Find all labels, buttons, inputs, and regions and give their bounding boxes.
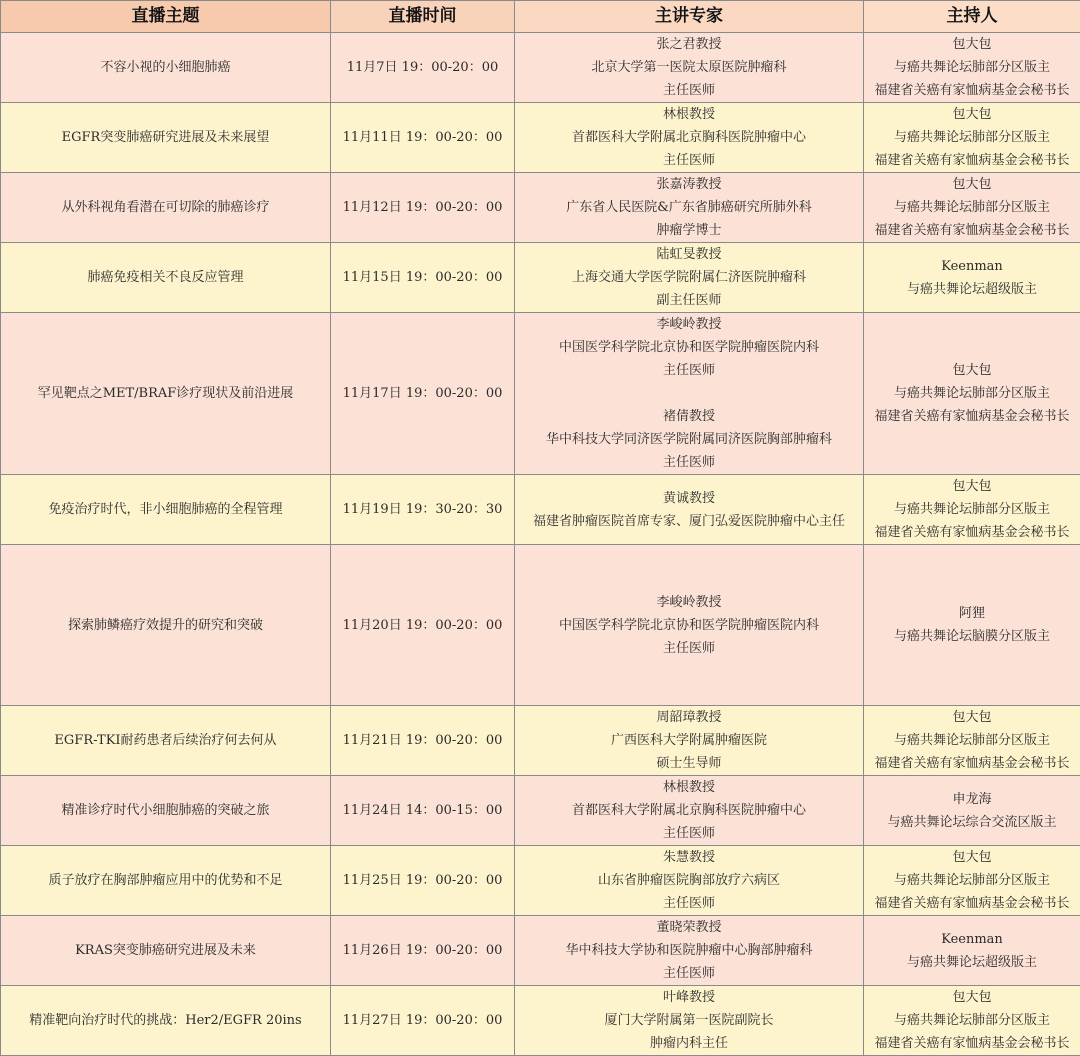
experts-cell: [515, 103, 864, 173]
expert-affiliation: 副主任医师: [517, 289, 861, 312]
expert-affiliation: 主任医师: [517, 359, 861, 382]
table-row: [1, 916, 1080, 986]
time-cell: 11月27日 19：00-20：00: [331, 986, 515, 1056]
host-cell: [864, 313, 1080, 475]
expert-affiliation: 广东省人民医院&广东省肺癌研究所肺外科: [517, 196, 861, 219]
host-cell: [864, 243, 1080, 313]
topic-cell: 罕见靶点之MET/BRAF诊疗现状及前沿进展: [1, 313, 331, 475]
expert-affiliation: 上海交通大学医学院附属仁济医院肿瘤科: [517, 266, 861, 289]
host-title: 与癌共舞论坛肺部分区版主: [866, 729, 1078, 752]
expert-name: 董晓荣教授: [517, 916, 861, 939]
time-cell: 11月15日 19：00-20：00: [331, 243, 515, 313]
time-cell: 11月21日 19：00-20：00: [331, 706, 515, 776]
expert-affiliation: 首都医科大学附属北京胸科医院肿瘤中心: [517, 126, 861, 149]
time-cell: 11月12日 19：00-20：00: [331, 173, 515, 243]
host-title: 与癌共舞论坛肺部分区版主: [866, 56, 1078, 79]
host-cell: [864, 846, 1080, 916]
time-cell: 11月24日 14：00-15：00: [331, 776, 515, 846]
topic-cell: 精准诊疗时代小细胞肺癌的突破之旅: [1, 776, 331, 846]
expert-name: 陆虹旻教授: [517, 243, 861, 266]
host-name: 包大包: [866, 359, 1078, 382]
header-experts: 主讲专家: [515, 1, 864, 33]
experts-cell: [515, 916, 864, 986]
expert-affiliation: 华中科技大学协和医院肿瘤中心胸部肿瘤科: [517, 939, 861, 962]
host-title: 与癌共舞论坛肺部分区版主: [866, 196, 1078, 219]
table-row: [1, 846, 1080, 916]
expert-divider: [517, 382, 861, 405]
host-title: 与癌共舞论坛肺部分区版主: [866, 869, 1078, 892]
expert-name: 朱慧教授: [517, 846, 861, 869]
topic-cell: 不容小视的小细胞肺癌: [1, 33, 331, 103]
expert-affiliation: 山东省肿瘤医院胸部放疗六病区: [517, 869, 861, 892]
host-name: 包大包: [866, 103, 1078, 126]
expert-affiliation: 主任医师: [517, 79, 861, 102]
expert-name: 黄诚教授: [517, 487, 861, 510]
host-cell: [864, 475, 1080, 545]
host-name: 包大包: [866, 846, 1078, 869]
expert-affiliation: 主任医师: [517, 822, 861, 845]
table-row: [1, 475, 1080, 545]
host-name: 阿狸: [866, 602, 1078, 625]
time-cell: 11月19日 19：30-20：30: [331, 475, 515, 545]
topic-cell: EGFR-TKI耐药患者后续治疗何去何从: [1, 706, 331, 776]
host-title: 福建省关癌有家恤病基金会秘书长: [866, 219, 1078, 242]
topic-cell: EGFR突变肺癌研究进展及未来展望: [1, 103, 331, 173]
host-title: 与癌共舞论坛肺部分区版主: [866, 498, 1078, 521]
expert-name: 李峻岭教授: [517, 591, 861, 614]
experts-cell: [515, 776, 864, 846]
time-cell: 11月7日 19：00-20：00: [331, 33, 515, 103]
host-title: 与癌共舞论坛超级版主: [866, 951, 1078, 974]
host-cell: [864, 986, 1080, 1056]
experts-cell: [515, 545, 864, 706]
expert-affiliation: 厦门大学附属第一医院副院长: [517, 1009, 861, 1032]
expert-affiliation: 主任医师: [517, 892, 861, 915]
host-title: 福建省关癌有家恤病基金会秘书长: [866, 149, 1078, 172]
expert-affiliation: 肿瘤学博士: [517, 219, 861, 242]
table-row: [1, 173, 1080, 243]
experts-cell: [515, 313, 864, 475]
header-time: 直播时间: [331, 1, 515, 33]
host-name: 包大包: [866, 173, 1078, 196]
host-cell: [864, 33, 1080, 103]
expert-name: 张之君教授: [517, 33, 861, 56]
expert-affiliation: 中国医学科学院北京协和医学院肿瘤医院内科: [517, 614, 861, 637]
expert-name: 林根教授: [517, 103, 861, 126]
time-cell: 11月25日 19：00-20：00: [331, 846, 515, 916]
expert-name: 褚倩教授: [517, 405, 861, 428]
experts-cell: [515, 33, 864, 103]
topic-cell: 精准靶向治疗时代的挑战：Her2/EGFR 20ins: [1, 986, 331, 1056]
host-title: 与癌共舞论坛超级版主: [866, 278, 1078, 301]
header-row: [1, 1, 1080, 33]
header-host: 主持人: [864, 1, 1080, 33]
host-name: 包大包: [866, 706, 1078, 729]
expert-affiliation: 主任医师: [517, 149, 861, 172]
table-body: [1, 33, 1080, 1056]
header-topic: 直播主题: [1, 1, 331, 33]
topic-cell: 探索肺鳞癌疗效提升的研究和突破: [1, 545, 331, 706]
host-title: 福建省关癌有家恤病基金会秘书长: [866, 892, 1078, 915]
topic-cell: 肺癌免疫相关不良反应管理: [1, 243, 331, 313]
experts-cell: [515, 243, 864, 313]
host-cell: [864, 103, 1080, 173]
time-cell: 11月17日 19：00-20：00: [331, 313, 515, 475]
host-title: 与癌共舞论坛综合交流区版主: [866, 811, 1078, 834]
experts-cell: [515, 475, 864, 545]
table-header: [1, 1, 1080, 33]
table-row: [1, 33, 1080, 103]
topic-cell: KRAS突变肺癌研究进展及未来: [1, 916, 331, 986]
expert-affiliation: 广西医科大学附属肿瘤医院: [517, 729, 861, 752]
expert-name: 林根教授: [517, 776, 861, 799]
expert-name: 张嘉涛教授: [517, 173, 861, 196]
host-name: 申龙海: [866, 788, 1078, 811]
table-row: [1, 986, 1080, 1056]
expert-affiliation: 北京大学第一医院太原医院肿瘤科: [517, 56, 861, 79]
host-cell: [864, 545, 1080, 706]
time-cell: 11月11日 19：00-20：00: [331, 103, 515, 173]
expert-name: 叶峰教授: [517, 986, 861, 1009]
expert-affiliation: 首都医科大学附属北京胸科医院肿瘤中心: [517, 799, 861, 822]
table-row: [1, 103, 1080, 173]
table-row: [1, 706, 1080, 776]
host-title: 福建省关癌有家恤病基金会秘书长: [866, 1032, 1078, 1055]
host-title: 与癌共舞论坛脑膜分区版主: [866, 625, 1078, 648]
expert-affiliation: 华中科技大学同济医学院附属同济医院胸部肿瘤科: [517, 428, 861, 451]
experts-cell: [515, 986, 864, 1056]
expert-affiliation: 福建省肿瘤医院首席专家、厦门弘爱医院肿瘤中心主任: [517, 510, 861, 533]
experts-cell: [515, 706, 864, 776]
host-name: Keenman: [866, 928, 1078, 951]
expert-affiliation: 硕士生导师: [517, 752, 861, 775]
expert-affiliation: 主任医师: [517, 451, 861, 474]
expert-affiliation: 主任医师: [517, 637, 861, 660]
table-row: [1, 243, 1080, 313]
host-title: 福建省关癌有家恤病基金会秘书长: [866, 752, 1078, 775]
host-title: 福建省关癌有家恤病基金会秘书长: [866, 79, 1078, 102]
host-title: 与癌共舞论坛肺部分区版主: [866, 382, 1078, 405]
time-cell: 11月20日 19：00-20：00: [331, 545, 515, 706]
table-row: [1, 545, 1080, 706]
table-row: [1, 776, 1080, 846]
expert-name: 周韶璋教授: [517, 706, 861, 729]
host-title: 与癌共舞论坛肺部分区版主: [866, 126, 1078, 149]
host-cell: [864, 776, 1080, 846]
host-name: 包大包: [866, 33, 1078, 56]
topic-cell: 质子放疗在胸部肿瘤应用中的优势和不足: [1, 846, 331, 916]
expert-affiliation: 主任医师: [517, 962, 861, 985]
host-title: 福建省关癌有家恤病基金会秘书长: [866, 521, 1078, 544]
host-name: Keenman: [866, 255, 1078, 278]
topic-cell: 从外科视角看潜在可切除的肺癌诊疗: [1, 173, 331, 243]
host-name: 包大包: [866, 986, 1078, 1009]
expert-affiliation: 中国医学科学院北京协和医学院肿瘤医院内科: [517, 336, 861, 359]
host-name: 包大包: [866, 475, 1078, 498]
host-title: 与癌共舞论坛肺部分区版主: [866, 1009, 1078, 1032]
expert-affiliation: 肿瘤内科主任: [517, 1032, 861, 1055]
topic-cell: 免疫治疗时代，非小细胞肺癌的全程管理: [1, 475, 331, 545]
table-row: [1, 313, 1080, 475]
experts-cell: [515, 846, 864, 916]
host-cell: [864, 706, 1080, 776]
host-cell: [864, 173, 1080, 243]
time-cell: 11月26日 19：00-20：00: [331, 916, 515, 986]
experts-cell: [515, 173, 864, 243]
host-title: 福建省关癌有家恤病基金会秘书长: [866, 405, 1078, 428]
expert-name: 李峻岭教授: [517, 313, 861, 336]
host-cell: [864, 916, 1080, 986]
